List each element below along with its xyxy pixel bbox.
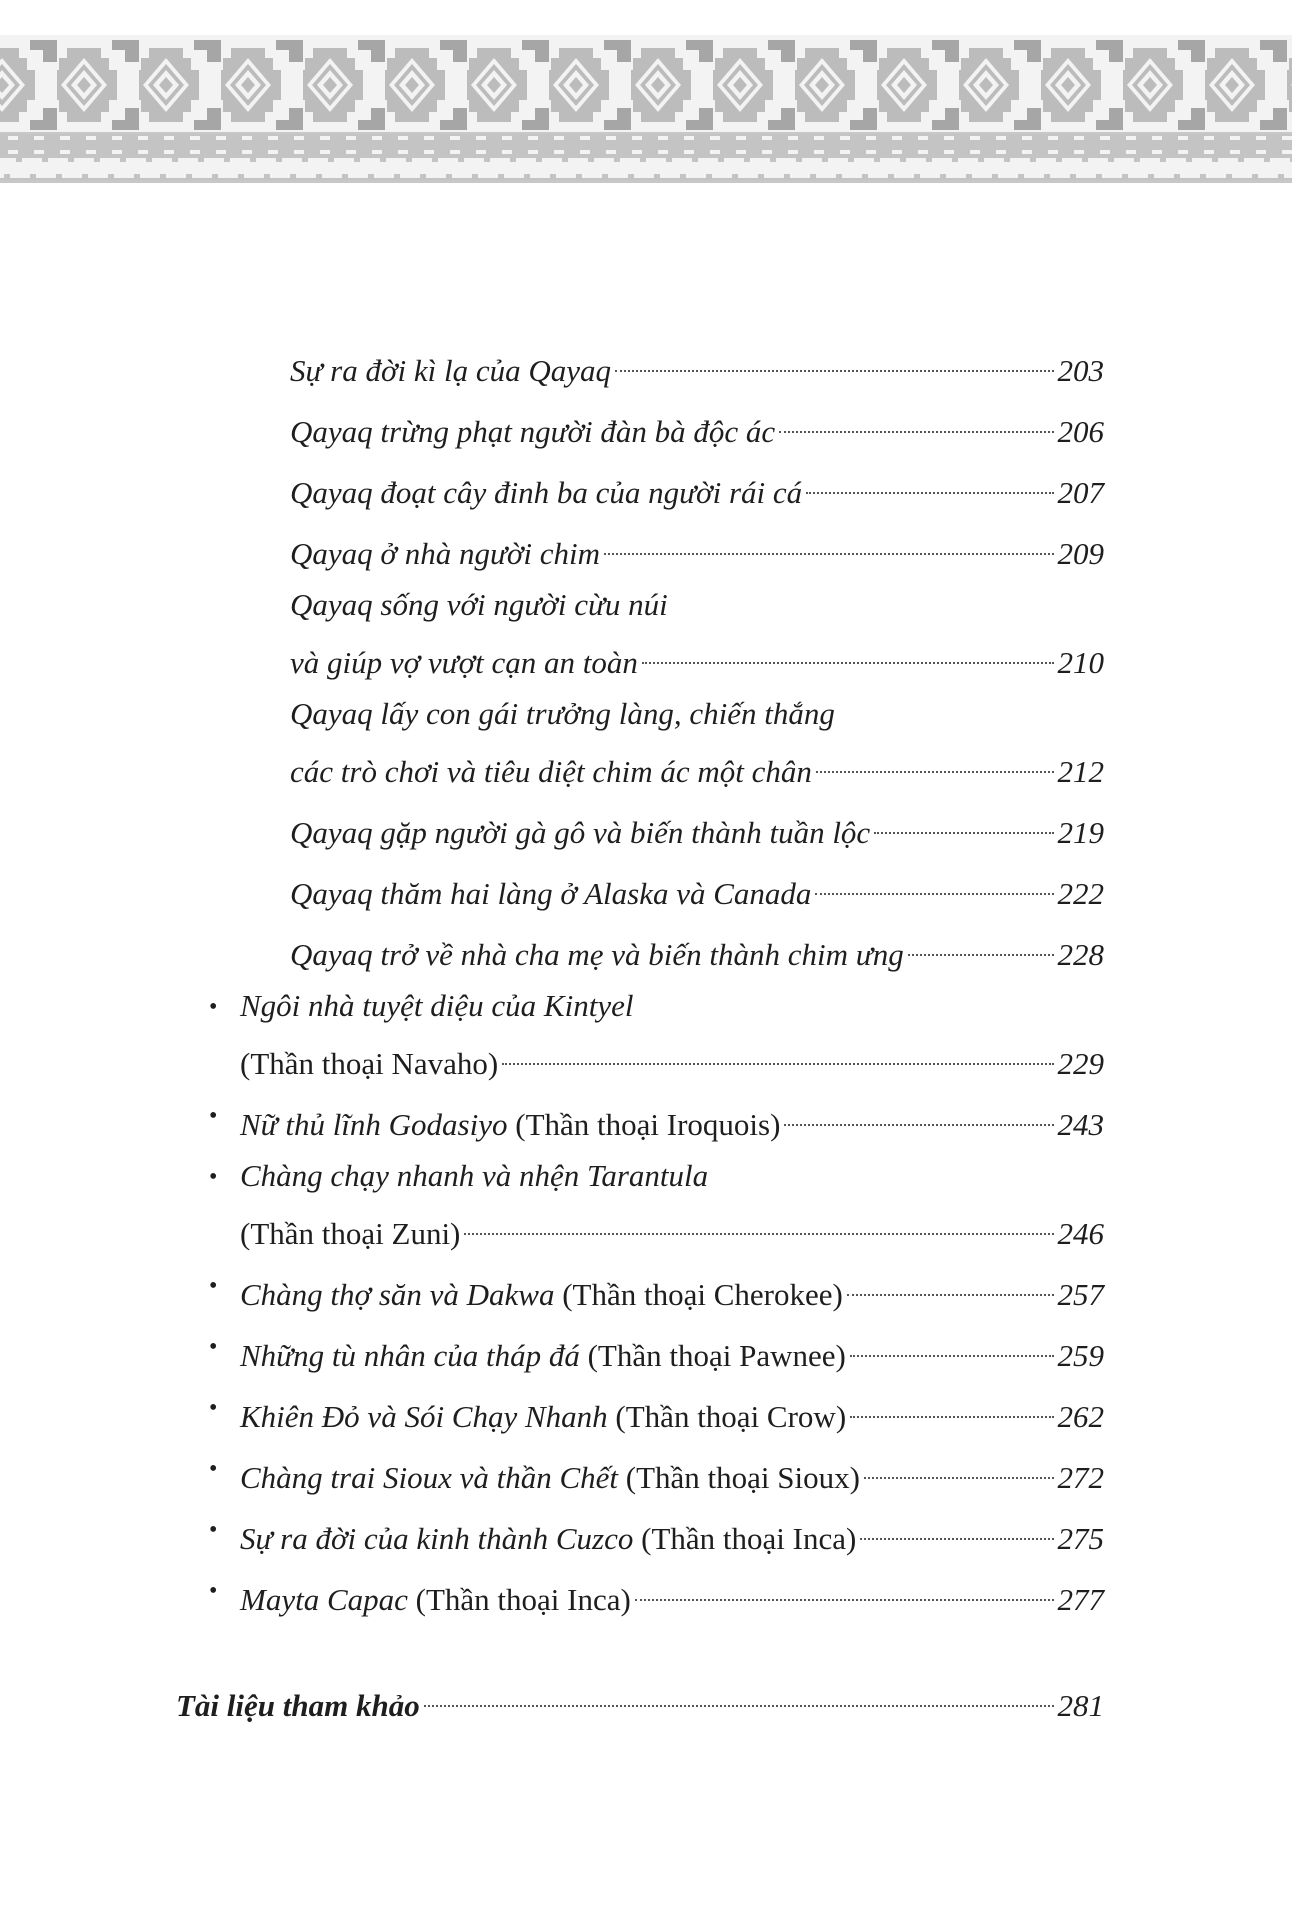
entry-title bbox=[240, 1105, 780, 1145]
dot-leader bbox=[850, 1326, 1054, 1366]
toc-sub-entry[interactable] bbox=[290, 742, 1104, 792]
dot-leader bbox=[864, 1448, 1054, 1488]
entry-title bbox=[290, 874, 811, 914]
dot-leader bbox=[815, 864, 1053, 904]
entry-origin: (Thần thoại Zuni) bbox=[240, 1216, 461, 1251]
bullet-icon: • bbox=[209, 1334, 218, 1360]
bullet-icon: • bbox=[209, 1517, 218, 1543]
page-number: 206 bbox=[1057, 414, 1104, 449]
entry-title bbox=[240, 1275, 843, 1315]
entry-title bbox=[290, 935, 904, 975]
entry-title-text: Sự ra đời của kinh thành Cuzco bbox=[240, 1521, 634, 1556]
decorative-tribal-border bbox=[0, 30, 1292, 185]
toc-sub-entry[interactable] bbox=[290, 402, 1104, 452]
page-number: 259 bbox=[1057, 1338, 1104, 1373]
dot-leader bbox=[779, 402, 1053, 442]
entry-title bbox=[240, 1519, 856, 1559]
entry-title-text: và giúp vợ vượt cạn an toàn bbox=[290, 645, 638, 680]
toc-sub-entry[interactable] bbox=[290, 463, 1104, 513]
references-title: Tài liệu tham khảo bbox=[176, 1688, 420, 1723]
page-number: 272 bbox=[1057, 1460, 1104, 1495]
entry-title bbox=[240, 1214, 460, 1254]
page-number: 212 bbox=[1057, 754, 1104, 789]
dot-leader bbox=[502, 1034, 1053, 1074]
dot-leader bbox=[860, 1509, 1053, 1549]
entry-origin: (Thần thoại Cherokee) bbox=[562, 1277, 843, 1312]
entry-title bbox=[240, 1044, 498, 1084]
dot-leader bbox=[850, 1387, 1053, 1427]
toc-sub-entry[interactable] bbox=[290, 633, 1104, 683]
page-number: 262 bbox=[1057, 1399, 1104, 1434]
entry-title bbox=[176, 1686, 420, 1726]
bullet-icon: • bbox=[209, 1456, 218, 1482]
entry-title bbox=[240, 1580, 631, 1620]
page-number: 207 bbox=[1057, 475, 1104, 510]
entry-title bbox=[290, 473, 802, 513]
entry-title-text: Qayaq trở về nhà cha mẹ và biến thành chim ưng bbox=[290, 937, 904, 972]
page-number: 228 bbox=[1057, 937, 1104, 972]
bullet-icon: • bbox=[209, 1578, 218, 1604]
dot-leader bbox=[908, 925, 1054, 965]
toc-sub-entry[interactable] bbox=[290, 925, 1104, 975]
entry-title-text: Qayaq gặp người gà gô và biến thành tuần lộc bbox=[290, 815, 871, 850]
page-number: 229 bbox=[1057, 1046, 1104, 1081]
page-number: 203 bbox=[1057, 353, 1104, 388]
page-number: 281 bbox=[1057, 1688, 1104, 1723]
entry-title bbox=[290, 351, 611, 391]
toc-bullet-entry[interactable] bbox=[240, 1509, 1104, 1559]
entry-title bbox=[290, 813, 870, 853]
toc-sub-entry[interactable] bbox=[290, 524, 1104, 574]
page-number: 209 bbox=[1057, 536, 1104, 571]
entry-title-text: Chàng thợ săn và Dakwa bbox=[240, 1277, 555, 1312]
entry-origin: (Thần thoại Inca) bbox=[415, 1582, 631, 1617]
entry-title-text: Những tù nhân của tháp đá bbox=[240, 1338, 580, 1373]
entry-title-text: Mayta Capac bbox=[240, 1582, 408, 1617]
toc-bullet-entry[interactable] bbox=[240, 1204, 1104, 1254]
toc-bullet-entry[interactable] bbox=[240, 1448, 1104, 1498]
bullet-icon: • bbox=[209, 1164, 218, 1190]
dot-leader bbox=[604, 524, 1053, 564]
bullet-icon: • bbox=[209, 1395, 218, 1421]
toc-bullet-entry[interactable] bbox=[240, 1326, 1104, 1376]
entry-title-text: Qayaq ở nhà người chim bbox=[290, 536, 601, 571]
toc-references-entry[interactable] bbox=[176, 1676, 1104, 1726]
entry-origin: (Thần thoại Crow) bbox=[615, 1399, 847, 1434]
entry-origin: (Thần thoại Navaho) bbox=[240, 1046, 499, 1081]
dot-leader bbox=[847, 1265, 1054, 1305]
page-number: 246 bbox=[1057, 1216, 1104, 1251]
entry-title-text: Nữ thủ lĩnh Godasiyo bbox=[240, 1107, 508, 1142]
toc-bullet-entry[interactable] bbox=[240, 1095, 1104, 1145]
entry-title bbox=[290, 534, 600, 574]
entry-title-line[interactable]: Chàng chạy nhanh và nhện Tarantula bbox=[240, 1158, 709, 1193]
entry-title bbox=[240, 1336, 846, 1376]
entry-title bbox=[290, 752, 812, 792]
entry-title-line[interactable]: Qayaq sống với người cừu núi bbox=[290, 587, 668, 622]
toc-sub-entry[interactable] bbox=[290, 803, 1104, 853]
entry-title bbox=[240, 1458, 860, 1498]
page-number: 243 bbox=[1057, 1107, 1104, 1142]
entry-origin: (Thần thoại Pawnee) bbox=[587, 1338, 846, 1373]
entry-title-text: các trò chơi và tiêu diệt chim ác một chân bbox=[290, 754, 812, 789]
dot-leader bbox=[464, 1204, 1053, 1244]
dot-leader bbox=[615, 341, 1053, 381]
entry-origin: (Thần thoại Sioux) bbox=[625, 1460, 860, 1495]
dot-leader bbox=[816, 742, 1054, 782]
entry-title bbox=[290, 643, 638, 683]
entry-title bbox=[290, 412, 775, 452]
dot-leader bbox=[784, 1095, 1053, 1135]
dot-leader bbox=[635, 1570, 1054, 1610]
entry-title-text: Sự ra đời kì lạ của Qayaq bbox=[290, 353, 612, 388]
page-number: 277 bbox=[1057, 1582, 1104, 1617]
toc-sub-entry[interactable] bbox=[290, 864, 1104, 914]
toc-bullet-entry[interactable] bbox=[240, 1265, 1104, 1315]
dot-leader bbox=[642, 633, 1054, 673]
dot-leader bbox=[806, 463, 1053, 503]
bullet-icon: • bbox=[209, 1103, 218, 1129]
entry-title bbox=[240, 1397, 846, 1437]
entry-title-text: Khiên Đỏ và Sói Chạy Nhanh bbox=[240, 1399, 608, 1434]
entry-title-text: Qayaq thăm hai làng ở Alaska và Canada bbox=[290, 876, 812, 911]
entry-origin: (Thần thoại Iroquois) bbox=[515, 1107, 781, 1142]
entry-title-text: Qayaq trừng phạt người đàn bà độc ác bbox=[290, 414, 776, 449]
entry-title-text: Chàng trai Sioux và thần Chết bbox=[240, 1460, 619, 1495]
page-number: 210 bbox=[1057, 645, 1104, 680]
toc-bullet-entry[interactable] bbox=[240, 1034, 1104, 1084]
toc-bullet-entry[interactable] bbox=[240, 1570, 1104, 1620]
entry-origin: (Thần thoại Inca) bbox=[641, 1521, 857, 1556]
entry-title-line[interactable]: Qayaq lấy con gái trưởng làng, chiến thắng bbox=[290, 696, 835, 731]
page-number: 275 bbox=[1057, 1521, 1104, 1556]
entry-title-text: Qayaq đoạt cây đinh ba của người rái cá bbox=[290, 475, 803, 510]
bullet-icon: • bbox=[209, 994, 218, 1020]
page-number: 219 bbox=[1057, 815, 1104, 850]
dot-leader bbox=[424, 1676, 1054, 1716]
page-number: 222 bbox=[1057, 876, 1104, 911]
entry-title-line[interactable]: Ngôi nhà tuyệt diệu của Kintyel bbox=[240, 988, 634, 1023]
toc-bullet-entry[interactable] bbox=[240, 1387, 1104, 1437]
toc-sub-entry[interactable] bbox=[290, 341, 1104, 391]
page-number: 257 bbox=[1057, 1277, 1104, 1312]
bullet-icon: • bbox=[209, 1273, 218, 1299]
dot-leader bbox=[874, 803, 1053, 843]
